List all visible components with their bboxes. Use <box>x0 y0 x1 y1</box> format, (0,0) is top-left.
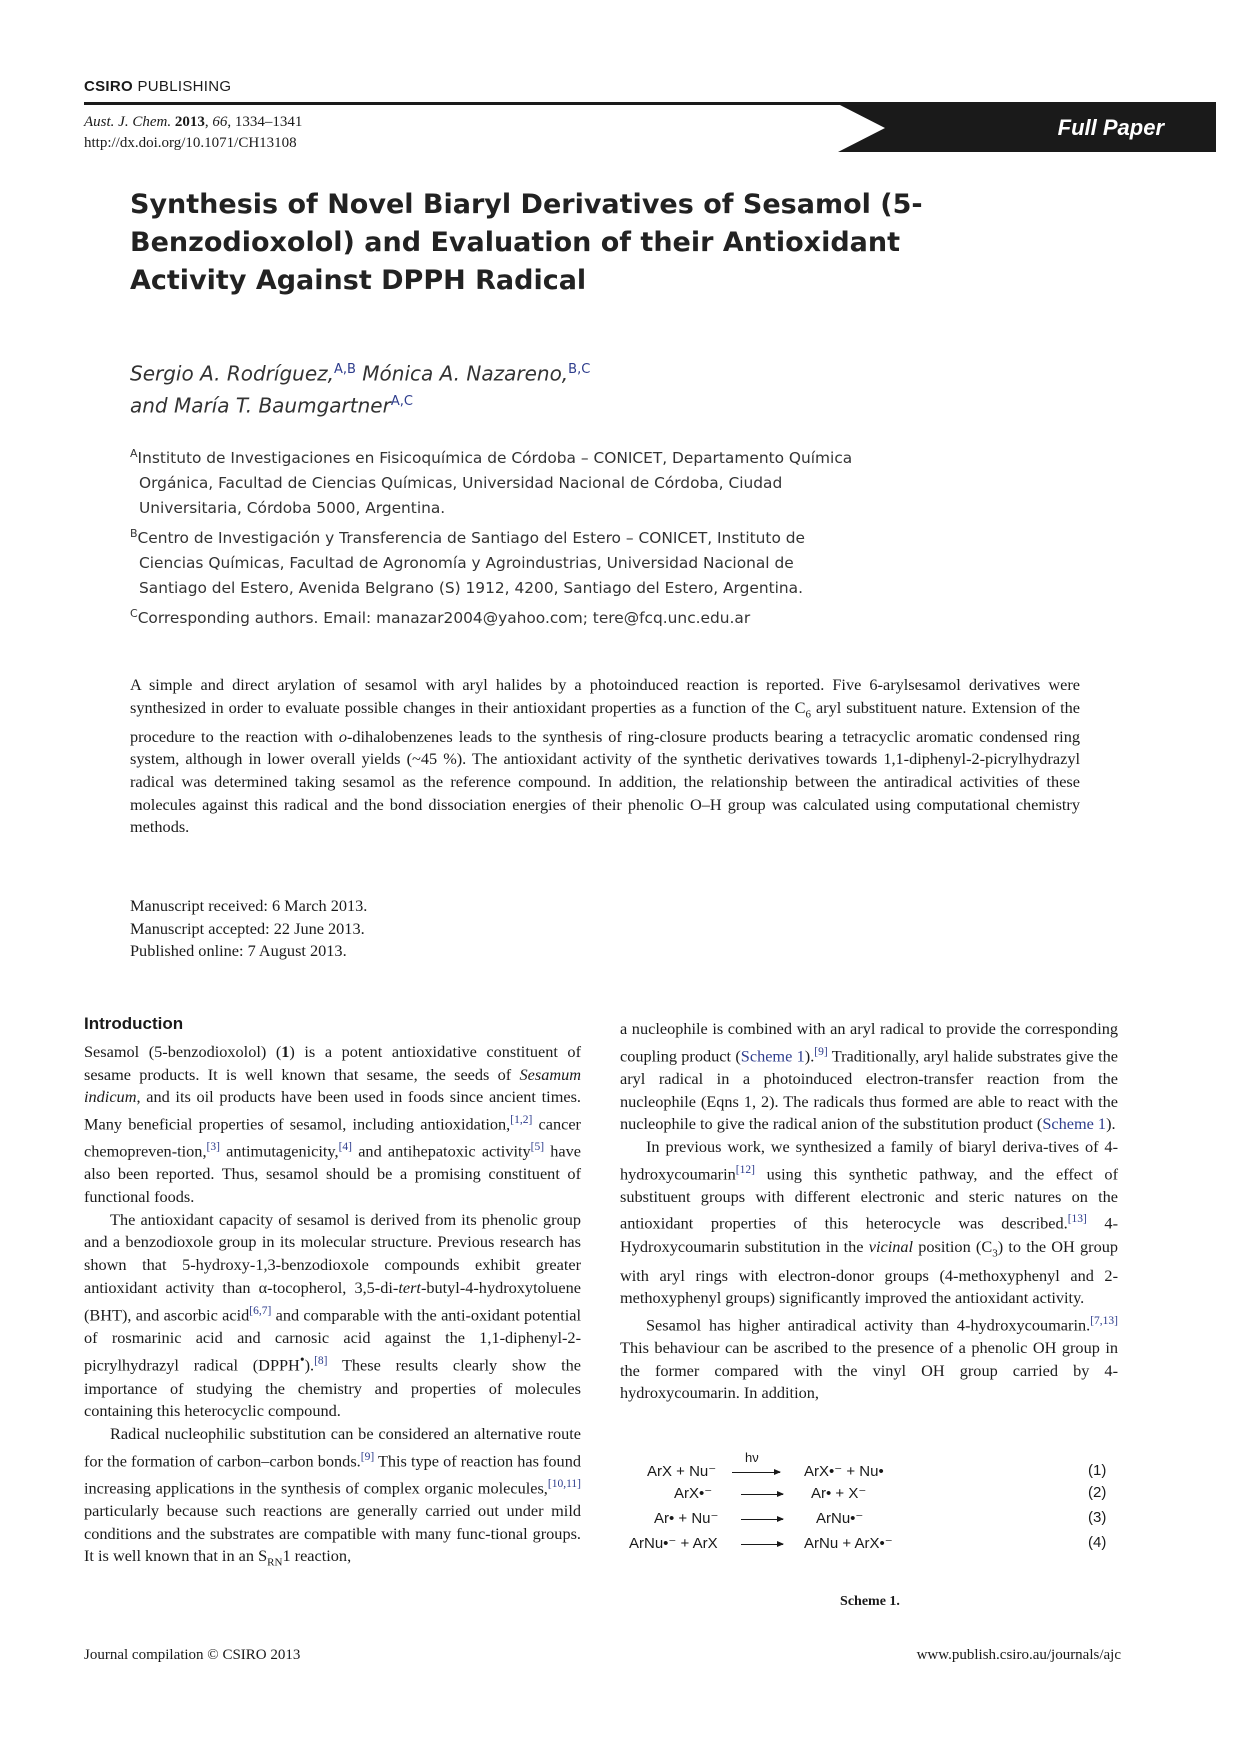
paragraph: Radical nucleophilic substitution can be considered an alternative route for the formation of carbon–carbon bonds.[9] This type of reaction has found increasing applications in the synthesis of complex organic molecules,[10,11] particularly because such reactions are generally carried out under mild conditions and the substrates are compatible with many func-tional groups. It is well known that in an $S_{RN}1$ reaction, <box>84 1423 581 1569</box>
abstract: A simple and direct arylation of sesamol with aryl halides by a photoinduced reaction is reported. Five 6-arylsesamol derivatives were synthesized in order to evaluate possible changes in their antioxidant properties as a function of the $C_6$ aryl substituent nature. Extension of the procedure to the reaction with o-dihalobenzenes leads to the synthesis of ring-closure products bearing a tetracyclic aromatic condensed ring system, although in lower overall yields (~45 %). The antioxidant activity of the synthetic derivatives towards 1,1-diphenyl-2-picrylhydrazyl radical was determined taking sesamol as the reference compound. In addition, the relationship between the antiradical activities of these molecules against this radical and the bond dissociation energies of their phenolic O–H group was calculated using computational chemistry methods. <box>130 675 1080 837</box>
author-name: Mónica A. Nazareno, <box>362 361 569 386</box>
scheme-link[interactable]: Scheme 1 <box>740 1046 805 1066</box>
citation-link[interactable]: [1,2] <box>510 1114 533 1127</box>
reaction-arrow <box>732 1472 780 1473</box>
manuscript-dates <box>130 895 367 963</box>
equation-2: ArX•⁻ Ar• + X⁻ (2) <box>674 1484 1107 1502</box>
publisher-name: CSIRO PUBLISHING <box>84 78 232 95</box>
citation-link[interactable]: [4] <box>338 1141 352 1154</box>
citation-link[interactable]: [10,11] <box>547 1477 581 1490</box>
hv-label: hν <box>745 1450 759 1465</box>
section-heading: Introduction <box>84 1014 184 1033</box>
affiliation-marker[interactable]: A,B <box>333 362 356 377</box>
reaction-arrow <box>741 1544 783 1545</box>
citation-link[interactable]: [13] <box>1067 1213 1087 1226</box>
affiliation-marker[interactable]: B,C <box>568 362 591 377</box>
paper-title: Synthesis of Novel Biaryl Derivatives of Sesamol (5-Benzodioxolol) and Evaluation of their Antioxidant Activity Against DPPH Radical <box>130 189 923 296</box>
affiliations <box>130 441 860 631</box>
reaction-arrow <box>741 1494 783 1495</box>
article-type-banner <box>838 104 1216 152</box>
paragraph: Sesamol has higher antiradical activity than 4-hydroxycoumarin.[7,13] This behaviour can be ascribed to the presence of a phenolic OH group in the former compared with the vinyl OH group carried by 4-hydroxycoumarin. In addition, <box>620 1314 1118 1403</box>
affiliation-c: $^C$Corresponding authors. Email: manazar2004@yahoo.com; tere@fcq.unc.edu.ar <box>130 607 751 628</box>
body-column-right <box>620 1018 1118 1405</box>
affiliation-a: $^A$Instituto de Investigaciones en Fisicoquímica de Córdoba – CONICET, Departamento Química Orgánica, Facultad de Ciencias Químicas, Universidad Nacional de Córdoba, Ciudad Universitaria, Córdoba 5000, Argentina. <box>130 447 853 518</box>
doi-link[interactable]: http://dx.doi.org/10.1071/CH13108 <box>84 135 297 151</box>
reaction-arrow <box>741 1519 783 1520</box>
citation-link[interactable]: [12] <box>735 1163 755 1176</box>
paragraph: Sesamol (5-benzodioxolol) (1) is a potent antioxidative constituent of sesame products. It is well known that sesame, the seeds of Sesamum indicum, and its oil products have been used in foods since ancient times. Many beneficial properties of sesamol, including antioxidation,[1,2] cancer chemopreven-tion,[3] antimutagenicity,[4] and antihepatoxic activity[5] have also been reported. Thus, sesamol should be a promising constituent of functional foods. <box>84 1042 582 1207</box>
equation-4: ArNu•⁻ + ArX ArNu + ArX•⁻ (4) <box>629 1534 1107 1552</box>
equation-1: ArX + Nu⁻ hν ArX•⁻ + Nu• (1) <box>647 1450 1107 1480</box>
author-name: Sergio A. Rodríguez, <box>130 361 334 386</box>
affiliation-marker[interactable]: A,C <box>390 393 413 409</box>
footer-copyright: Journal compilation © CSIRO 2013 <box>84 1647 301 1663</box>
date-accepted: Manuscript accepted: 22 June 2013. <box>130 918 365 938</box>
date-received: Manuscript received: 6 March 2013. <box>130 896 368 915</box>
citation-link[interactable]: [9] <box>814 1045 828 1058</box>
scheme-link[interactable]: Scheme 1 <box>1042 1114 1107 1134</box>
citation-link[interactable]: [5] <box>530 1141 545 1154</box>
citation-link[interactable]: [8] <box>314 1355 328 1368</box>
citation-link[interactable]: [9] <box>360 1450 375 1463</box>
scheme-caption: Scheme 1. <box>840 1594 900 1609</box>
citation-link[interactable]: [3] <box>206 1141 220 1154</box>
citation <box>84 112 302 154</box>
footer-url[interactable]: www.publish.csiro.au/journals/ajc <box>916 1647 1121 1663</box>
citation-link[interactable]: [7,13] <box>1090 1314 1118 1327</box>
citation-link[interactable]: [6,7] <box>249 1304 272 1317</box>
affiliation-b: $^B$Centro de Investigación y Transferencia de Santiago del Estero – CONICET, Instituto de Ciencias Químicas, Facultad de Agronomía y Agroindustrias, Universidad Nacional de Santiago del Estero, Avenida Belgrano (S) 1912, 4200, Santiago del Estero, Argentina. <box>130 527 806 598</box>
date-published: Published online: 7 August 2013. <box>130 941 347 961</box>
body-column-left <box>84 1013 581 1574</box>
paragraph: The antioxidant capacity of sesamol is derived from its phenolic group and a benzodioxole group in its molecular structure. Previous research has shown that 5-hydroxy-1,3-benzodioxole compounds exhibit greater antioxidant activity than α-tocopherol, 3,5-di-tert-butyl-4-hydroxytoluene (BHT), and ascorbic acid[6,7] and comparable with the anti-oxidant potential of rosmarinic acid and carnosic acid against the 1,1-diphenyl-2-picrylhydrazyl radical (DPPH•).[8] These results clearly show the importance of studying the chemistry and properties of molecules containing this heterocyclic compound. <box>84 1209 582 1421</box>
author-name: and María T. Baumgartner <box>130 393 391 418</box>
paragraph: a nucleophile is combined with an aryl radical to provide the corresponding coupling product (Scheme 1).[9] Traditionally, aryl halide substrates give the aryl radical in a photoinduced electron-transfer reaction from the nucleophile (Eqns 1, 2). The radicals thus formed are able to react with the nucleophile to give the radical anion of the substitution product (Scheme 1). <box>620 1019 1118 1134</box>
author-list <box>130 356 1030 419</box>
banner-label: Full Paper <box>1057 115 1164 140</box>
journal-citation: Aust. J. Chem. 2013, 66, 1334–1341 <box>84 114 303 130</box>
paragraph: In previous work, we synthesized a family of biaryl deriva-tives of 4-hydroxycoumarin[12] using this synthetic pathway, and the effect of substituent groups with different electronic and steric natures on the antioxidant properties of this heterocycle was described.[13] 4-Hydroxycoumarin substitution in the vicinal position $(C_3)$ to the OH group with aryl rings with electron-donor groups (4-methoxyphenyl and 2-methoxyphenyl groups) significantly improved the antioxidant activity. <box>620 1136 1118 1308</box>
equation-3: Ar• + Nu⁻ ArNu•⁻ (3) <box>654 1509 1107 1527</box>
